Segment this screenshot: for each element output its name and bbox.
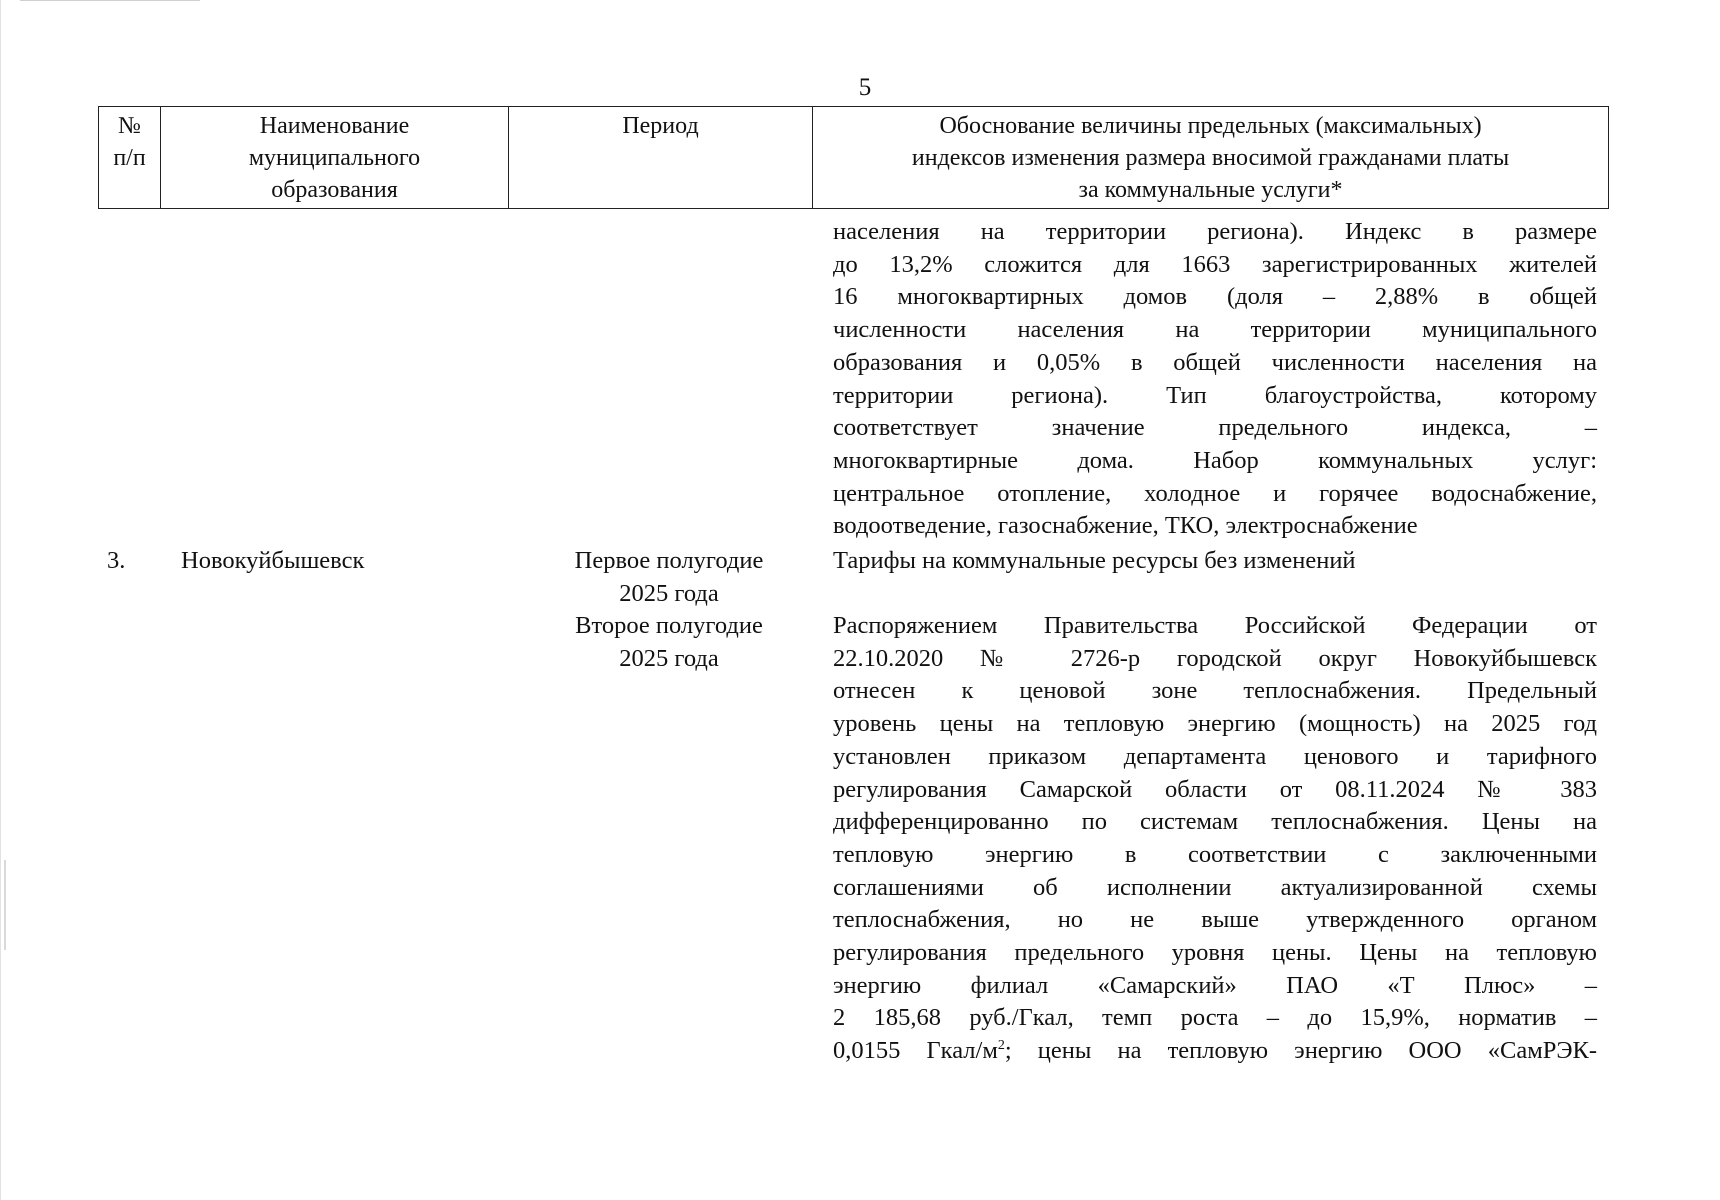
period-line: 2025 года: [619, 579, 719, 607]
header-justification-line: за коммунальные услуги*: [1078, 177, 1343, 203]
superscript: 2: [997, 1037, 1005, 1053]
scan-artifact: [4, 860, 6, 950]
header-number-line: п/п: [113, 145, 146, 171]
text-line: центральное отопление, холодное и горячее водоснабжение,: [833, 479, 1597, 507]
text-line: регулирования Самарской области от 08.11.2024 № 383: [833, 775, 1597, 803]
text-line: теплоснабжения, но не выше утвержденного органом: [833, 906, 1597, 934]
header-justification-line: Обоснование величины предельных (максимальных): [939, 113, 1482, 139]
header-justification-line: индексов изменения размера вносимой гражданами платы: [911, 145, 1510, 171]
text-line: территории региона). Тип благоустройства, которому: [833, 381, 1597, 409]
period-line: Первое полугодие: [574, 547, 764, 574]
period-line: 2025 года: [619, 645, 719, 673]
text-line: Распоряжением Правительства Российской Федерации от: [833, 612, 1597, 639]
header-municipality-line: Наименование: [259, 113, 410, 139]
header-municipality-line: муниципального: [248, 145, 421, 171]
header-justification: [813, 107, 1609, 209]
scan-artifact: [20, 0, 200, 1]
header-municipality: [161, 107, 509, 209]
scan-edge: [0, 0, 1, 1200]
text-fragment: ; цены на тепловую энергию ООО «СамРЭК-: [1004, 1037, 1597, 1065]
text-line-with-superscript: [833, 1035, 1597, 1068]
municipality-name: Новокуйбышевск: [181, 547, 365, 574]
continuation-paragraph: [833, 216, 1597, 543]
text-line: дифференцированно по системам теплоснабжения. Цены на: [833, 808, 1597, 836]
text-line: соответствует значение предельного индекса, –: [833, 414, 1597, 442]
period-cell: [540, 545, 798, 676]
row-number: 3.: [107, 547, 126, 574]
text-line: уровень цены на тепловую энергию (мощность) на 2025 год: [833, 710, 1597, 738]
period-line: Второе полугодие: [575, 612, 763, 640]
text-line: до 13,2% сложится для 1663 зарегистрированных жителей: [833, 250, 1597, 278]
text-line: соглашениями об исполнении актуализированной схемы: [833, 873, 1597, 901]
header-period: [509, 107, 813, 209]
text-line: водоотведение, газоснабжение, ТКО, электроснабжение: [833, 512, 1418, 540]
text-line: установлен приказом департамента ценового и тарифного: [833, 742, 1597, 770]
text-line: тепловую энергию в соответствии с заключенными: [833, 840, 1597, 868]
header-municipality-line: образования: [271, 177, 398, 203]
text-fragment: 0,0155 Гкал/м: [833, 1037, 998, 1065]
text-line: численности населения на территории муниципального: [833, 316, 1597, 344]
page-number: 5: [858, 74, 872, 101]
table-header: [98, 106, 1609, 209]
text-line: многоквартирные дома. Набор коммунальных услуг:: [833, 446, 1597, 474]
text-line: регулирования предельного уровня цены. Цены на тепловую: [833, 939, 1597, 967]
decree-paragraph: [833, 610, 1597, 1068]
text-line: 2 185,68 руб./Гкал, темп роста – до 15,9%, норматив –: [833, 1004, 1597, 1032]
text-line: отнесен к ценовой зоне теплоснабжения. Предельный: [833, 677, 1597, 705]
text-line: 16 многоквартирных домов (доля – 2,88% в общей: [833, 283, 1597, 311]
text-line: энергию филиал «Самарский» ПАО «Т Плюс» –: [833, 971, 1597, 999]
header-number-line: №: [118, 113, 141, 139]
text-line: образования и 0,05% в общей численности населения на: [833, 348, 1597, 376]
text-line: 22.10.2020 № 2726-р городской округ Новокуйбышевск: [833, 644, 1597, 672]
tariff-note: Тарифы на коммунальные ресурсы без изменений: [833, 547, 1356, 574]
text-line: населения на территории региона). Индекс в размере: [833, 218, 1597, 245]
header-period-line: Период: [622, 113, 699, 139]
header-number: [99, 107, 161, 209]
